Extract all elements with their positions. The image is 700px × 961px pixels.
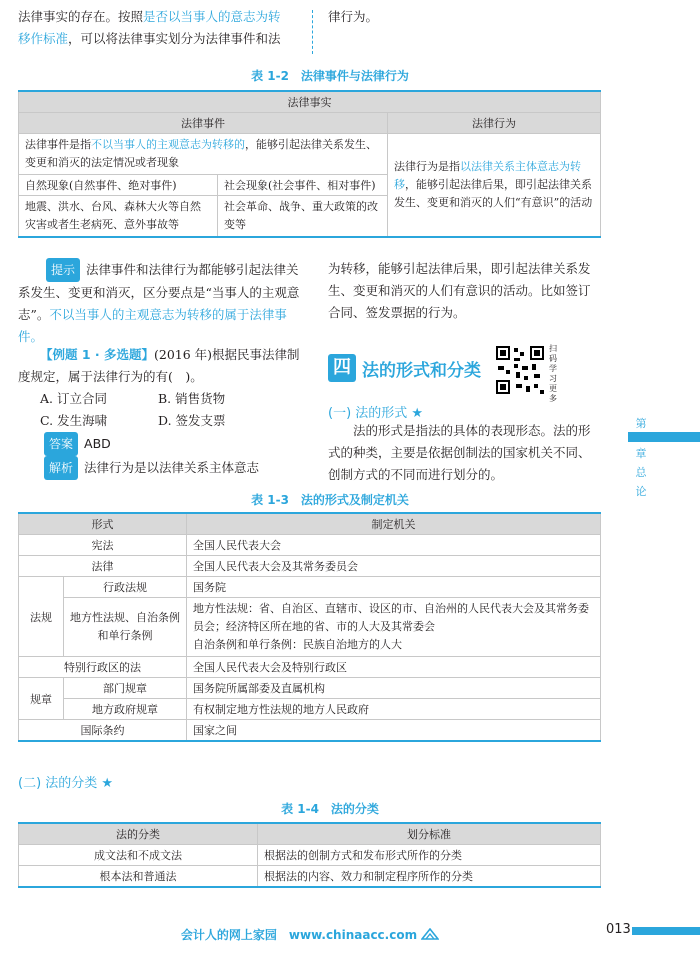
option-c: C. 发生海啸 [40,413,108,428]
page-number: 013 [606,922,631,937]
tip-block: 提示 法律事件和法律行为都能够引起法律关系发生、变更和消灭，区分要点是“当事人的主观意志”。不以当事人的主观意志为转移的属于法律事件。 [18,258,304,348]
header-classification: 法的分类 [19,823,258,845]
row-local-regs: 地方性法规、自治条例和单行条例 [64,598,187,657]
logo-icon [421,928,439,943]
footer-site: 会计人的网上家园 www.chinaacc.com [0,926,620,943]
row-localgov-rules: 地方政府规章 [64,699,187,720]
row-written-law-standard: 根据法的创制方式和发布形式所作的分类 [258,845,601,866]
row-written-law: 成文法和不成文法 [19,845,258,866]
act-definition: 法律行为是指以法律关系主体意志为转移，能够引起法律后果，即引起法律关系发生、变更和消灭的人们“有意识”的活动 [388,134,601,238]
table-1-3 [18,512,601,742]
row-admin-regs-org: 国务院 [186,577,600,598]
row-dept-rules-org: 国务院所属部委及直属机构 [186,678,600,699]
tip-label: 提示 [46,258,80,282]
row-law: 法律 [19,556,187,577]
row-sar: 特别行政区的法 [19,657,187,678]
option-d: D. 签发支票 [158,413,226,428]
section-title: 法的形式和分类 [362,361,481,381]
table-1-2 [18,90,601,238]
header-legal-act: 法律行为 [388,113,601,134]
table-1-4 [18,822,601,888]
top-paragraph-right: 律行为。 [328,9,379,24]
row-treaty: 国际条约 [19,720,187,742]
answer-row: 答案 ABD [44,432,111,456]
option-a: A. 订立合同 [40,391,107,406]
header-legal-event: 法律事件 [19,113,388,134]
header-form: 形式 [19,513,187,535]
header-standard: 划分标准 [258,823,601,845]
row-constitution-org: 全国人民代表大会 [186,535,600,556]
row-treaty-org: 国家之间 [186,720,600,742]
subsection-classification-title: (二) 法的分类 ★ [18,776,114,791]
row-law-org: 全国人民代表大会及其常务委员会 [186,556,600,577]
group-rules: 规章 [19,678,64,720]
section-number-badge: 四 [328,354,356,382]
row-fundamental-law: 根本法和普通法 [19,866,258,888]
row-dept-rules: 部门规章 [64,678,187,699]
column-divider [312,10,313,54]
example-stem: 【例题 1 · 多选题】(2016 年)根据民事法律制度规定，属于法律行为的有( )。 [18,347,300,384]
table-1-2-caption: 表 1-2 法律事件与法律行为 [251,69,409,83]
analysis-label: 解析 [44,456,78,480]
event-definition: 法律事件是指不以当事人的主观意志为转移的，能够引起法律关系发生、变更和消灭的法定情况或者现象 [19,134,388,175]
natural-phenomenon: 自然现象(自然事件、绝对事件) [19,175,218,196]
answer-label: 答案 [44,432,78,456]
tip-continuation: 为转移，能够引起法律后果，即引起法律关系发生、变更和消灭的人们有意识的活动。比如签订合同、签发票据的行为。 [328,261,591,320]
row-localgov-rules-org: 有权制定地方性法规的地方人民政府 [186,699,600,720]
row-admin-regs: 行政法规 [64,577,187,598]
footer-accent-bar [632,927,700,935]
row-sar-org: 全国人民代表大会及特别行政区 [186,657,600,678]
row-constitution: 宪法 [19,535,187,556]
social-examples: 社会革命、战争、重大政策的改变等 [218,196,388,238]
analysis-row: 解析 法律行为是以法律关系主体意志 [44,456,306,480]
social-phenomenon: 社会现象(社会事件、相对事件) [218,175,388,196]
qr-label: 扫码学习更多 [549,344,557,403]
chapter-tab: 第 1 章 总 论 [635,417,647,498]
form-body: 法的形式是指法的具体的表现形态。法的形式的种类，主要是依据创制法的国家机关不同、创制方式的不同而进行划分的。 [328,423,591,482]
top-paragraph-left: 法律事实的存在。按照是否以当事人的意志为转 移作标准，可以将法律事实划分为法律事件和法 [18,9,281,46]
header-legal-fact: 法律事实 [19,91,601,113]
table-1-4-caption: 表 1-4 法的分类 [281,802,379,816]
table-1-3-caption: 表 1-3 法的形式及制定机关 [251,493,409,507]
group-regulations: 法规 [19,577,64,657]
header-org: 制定机关 [186,513,600,535]
subsection-form-title: (一) 法的形式 ★ [328,406,424,421]
qr-code-icon[interactable] [494,344,546,396]
option-b: B. 销售货物 [158,391,226,406]
row-fundamental-law-standard: 根据法的内容、效力和制定程序所作的分类 [258,866,601,888]
natural-examples: 地震、洪水、台风、森林大火等自然灾害或者生老病死、意外事故等 [19,196,218,238]
row-local-regs-org: 地方性法规：省、自治区、直辖市、设区的市、自治州的人民代表大会及其常务委员会；经济特区所在地的省、市的人大及其常委会 自治条例和单行条例：民族自治地方的人大 [186,598,600,657]
